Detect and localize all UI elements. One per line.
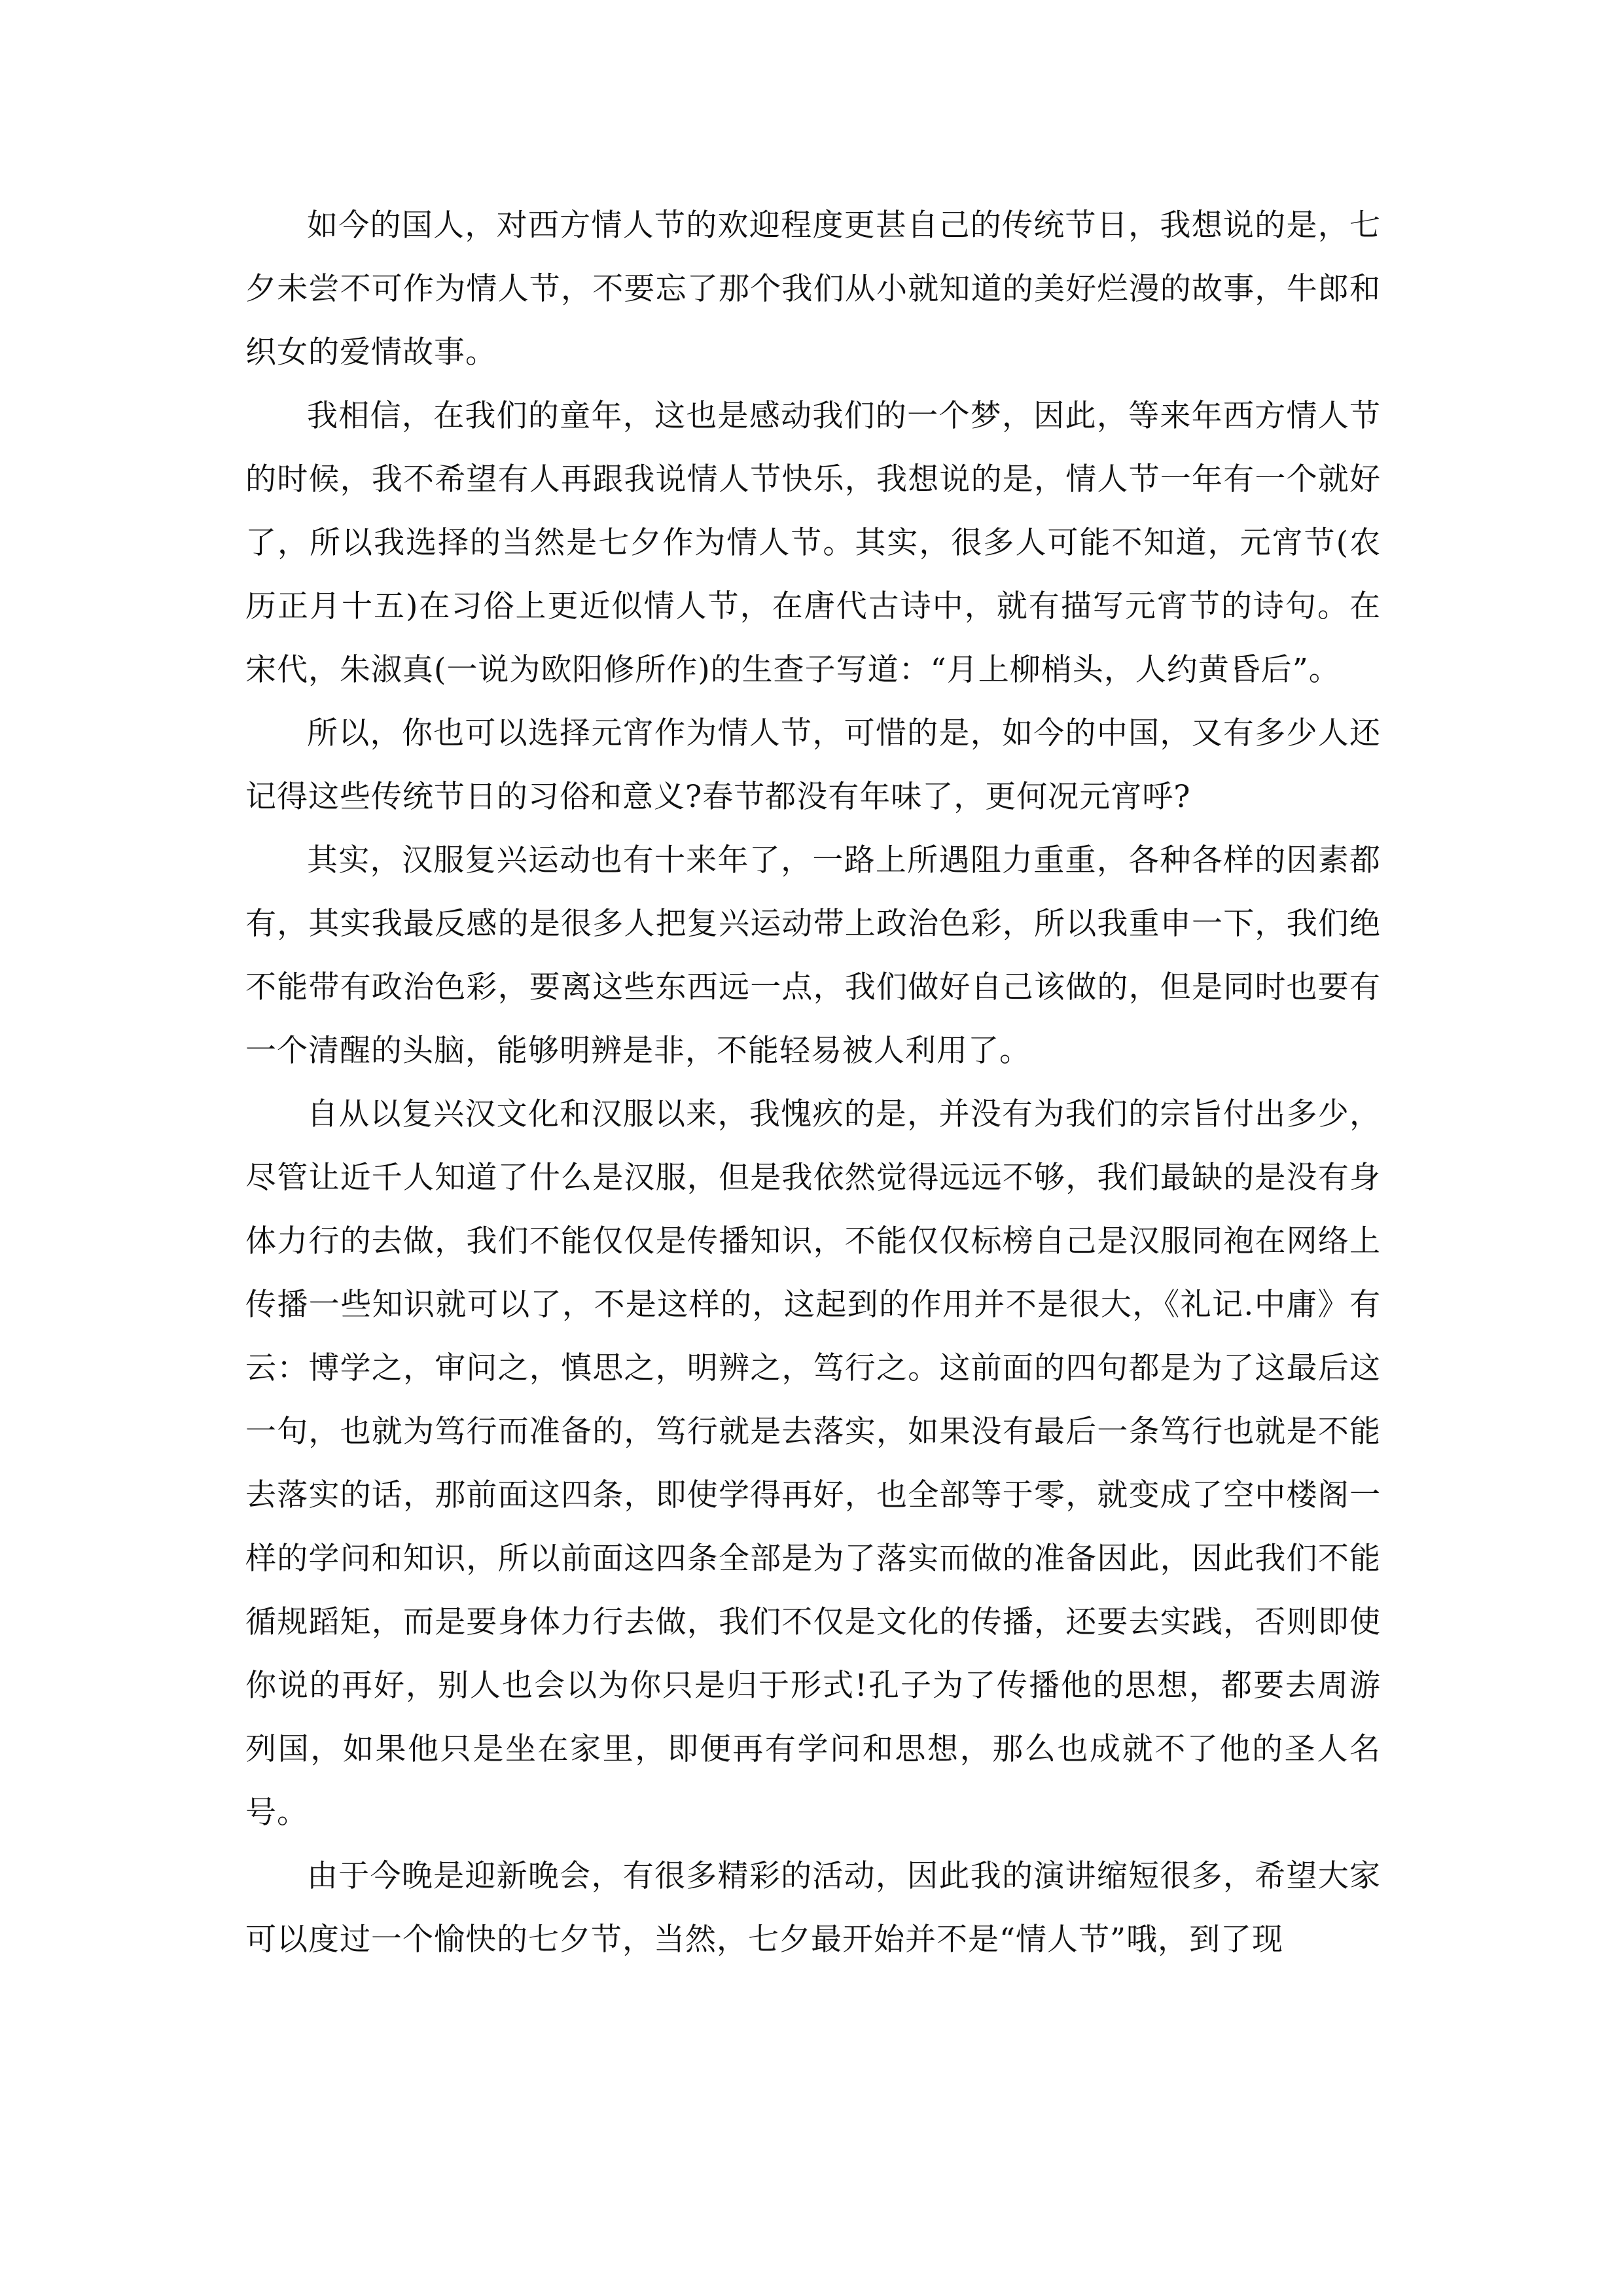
paragraph-4: 其实，汉服复兴运动也有十来年了，一路上所遇阻力重重，各种各样的因素都有，其实我最反感的是很多人把复兴运动带上政治色彩，所以我重申一下，我们绝不能带有政治色彩，要离这些东西远一点，我们做好自己该做的，但是同时也要有一个清醒的头脑，能够明辨是非，不能轻易被人利用了。: [245, 842, 1381, 1069]
document-body: [245, 194, 1381, 1971]
paragraph-1: 如今的国人，对西方情人节的欢迎程度更甚自己的传统节日，我想说的是，七夕未尝不可作为情人节，不要忘了那个我们从小就知道的美好烂漫的故事，牛郎和织女的爱情故事。: [245, 207, 1381, 370]
paragraph-3: 所以，你也可以选择元宵作为情人节，可惜的是，如今的中国，又有多少人还记得这些传统节日的习俗和意义?春节都没有年味了，更何况元宵呼?: [245, 715, 1381, 815]
paragraph-5: 自从以复兴汉文化和汉服以来，我愧疚的是，并没有为我们的宗旨付出多少，尽管让近千人知道了什么是汉服，但是我依然觉得远远不够，我们最缺的是没有身体力行的去做，我们不能仅仅是传播知识，不能仅仅标榜自己是汉服同袍在网络上传播一些知识就可以了，不是这样的，这起到的作用并不是很大，《礼记.中庸》有云：博学之，审问之，慎思之，明辨之，笃行之。这前面的四句都是为了这最后这一句，也就为笃行而准备的，笃行就是去落实，如果没有最后一条笃行也就是不能去落实的话，那前面这四条，即使学得再好，也全部等于零，就变成了空中楼阁一样的学问和知识，所以前面这四条全部是为了落实而做的准备因此，因此我们不能循规蹈矩，而是要身体力行去做，我们不仅是文化的传播，还要去实践，否则即使你说的再好，别人也会以为你只是归于形式!孔子为了传播他的思想，都要去周游列国，如果他只是坐在家里，即便再有学问和思想，那么也成就不了他的圣人名号。: [245, 1096, 1381, 1831]
paragraph-6: 由于今晚是迎新晚会，有很多精彩的活动，因此我的演讲缩短很多，希望大家可以度过一个愉快的七夕节，当然，七夕最开始并不是“情人节”哦，到了现: [245, 1858, 1381, 1958]
paragraph-2: 我相信，在我们的童年，这也是感动我们的一个梦，因此，等来年西方情人节的时候，我不希望有人再跟我说情人节快乐，我想说的是，情人节一年有一个就好了，所以我选择的当然是七夕作为情人节。其实，很多人可能不知道，元宵节(农历正月十五)在习俗上更近似情人节，在唐代古诗中，就有描写元宵节的诗句。在宋代，朱淑真(一说为欧阳修所作)的生查子写道：“月上柳梢头，人约黄昏后”。: [245, 398, 1381, 688]
